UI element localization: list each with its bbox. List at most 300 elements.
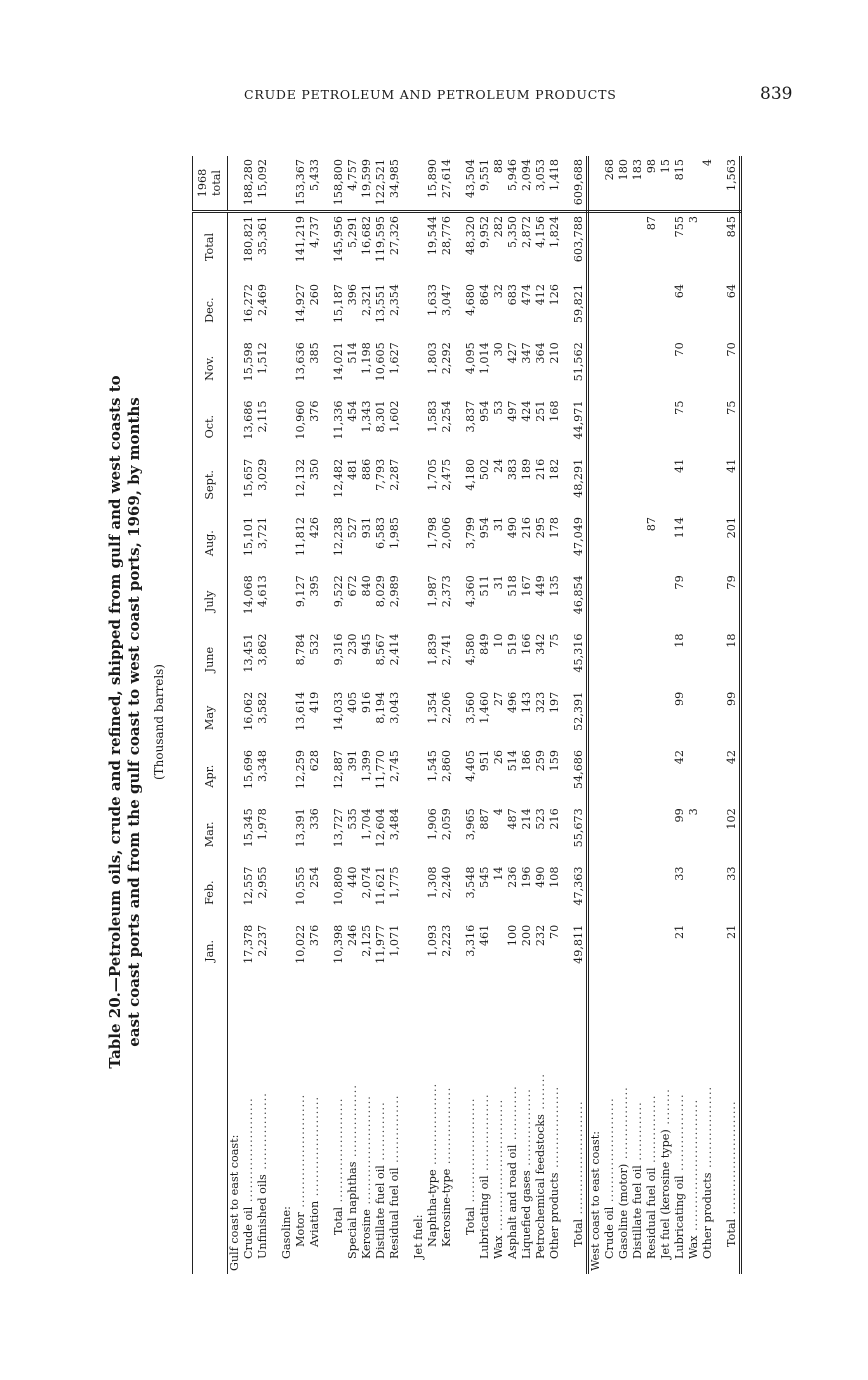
data-cell: 10,960 [294,400,307,440]
data-cell: 259 [534,750,547,772]
data-cell [715,689,725,747]
data-cell [631,456,645,514]
data-cell: 951 [478,750,491,772]
data-cell [631,689,645,747]
data-cell: 49,811 [572,922,588,980]
data-cell: 3,799 [464,517,477,550]
data-cell [228,398,243,456]
data-cell: 11,812 [294,517,307,557]
data-cell [322,922,332,980]
row-label [506,980,520,1274]
data-cell [280,864,294,922]
data-cell [617,572,631,630]
row-label [715,980,725,1274]
data-cell: 10,605 [374,342,387,382]
leader-dots: ............... [388,1094,401,1168]
data-cell [715,514,725,572]
data-cell [631,572,645,630]
data-cell: 2,059 [440,808,453,841]
data-cell: 2,321 [360,284,373,317]
data-cell [617,339,631,397]
data-cell: 11,336 [332,400,345,440]
data-cell: 18 [725,631,741,689]
table-row [294,156,308,1274]
data-cell: 931 [360,517,373,539]
data-cell: 426 [308,517,321,539]
data-cell [687,339,701,397]
data-cell: 481 [346,458,359,481]
data-cell [454,156,464,212]
data-cell: 2,223 [440,924,453,957]
data-cell [701,456,715,514]
data-cell [454,689,464,747]
table-row [645,156,659,1274]
leader-dots: ............. [631,1101,644,1166]
data-cell: 2,414 [388,633,401,666]
data-cell [454,922,464,980]
data-cell: 3,043 [388,691,401,724]
data-cell: 5,350 [506,212,520,282]
data-cell: 183 [631,159,644,181]
data-cell: 254 [308,866,321,888]
table-title-line1: Table 20.—Petroleum oils, crude and refined, shipped from gulf and west coasts to [106,375,124,1069]
data-cell: 196 [520,866,533,888]
data-cell [228,212,243,282]
data-cell [228,631,243,689]
row-label [673,980,687,1274]
data-cell [228,281,243,339]
column-header: Aug. [193,514,228,572]
data-cell [270,514,280,572]
data-cell [588,805,604,863]
data-cell [659,864,673,922]
data-cell [603,747,617,805]
data-cell: 2,475 [440,458,453,491]
data-cell [280,398,294,456]
data-cell: 75 [548,633,561,648]
data-cell: 1,839 [426,633,439,666]
leader-dots: ................. [256,1092,269,1175]
column-header: 1968 total [193,156,228,212]
data-cell: 440 [346,866,359,888]
data-cell: 2,292 [440,342,453,375]
data-cell: 178 [548,517,561,539]
data-cell [412,281,426,339]
data-cell: 14,927 [294,284,307,324]
data-cell: 15 [659,159,672,174]
data-cell: 3,047 [440,284,453,317]
row-label-text: Asphalt and road oil [506,1144,519,1259]
row-label [332,980,346,1274]
data-cell [562,456,572,514]
table-row [534,156,548,1274]
row-label [492,980,506,1274]
leader-dots: .................. [548,1085,561,1173]
data-cell: 4,757 [346,159,359,192]
leader-dots: ................. [478,1093,491,1176]
data-cell: 391 [346,750,359,772]
data-cell: 2,206 [440,691,453,724]
data-cell: 180 [617,159,630,181]
table-body [228,156,741,1274]
data-cell [631,922,645,980]
data-cell [322,281,332,339]
data-cell: 396 [346,284,359,306]
data-cell [588,631,604,689]
data-cell: 12,259 [294,750,307,790]
data-cell [402,689,412,747]
data-cell: 13,686 [242,400,255,440]
data-cell [701,281,715,339]
data-cell [270,689,280,747]
data-cell [631,281,645,339]
data-cell: 886 [360,458,373,481]
data-cell [687,864,701,922]
row-label-text: Naphtha-type [426,1169,439,1247]
data-cell: 9,127 [294,575,307,608]
data-cell: 8,194 [374,691,387,724]
data-cell [645,398,659,456]
data-cell: 9,952 [478,212,492,282]
data-cell: 70 [673,342,686,357]
data-cell [412,212,426,282]
data-cell: 490 [534,866,547,888]
data-cell: 216 [548,808,561,830]
data-cell [687,514,701,572]
data-cell: 282 [492,212,506,282]
data-cell [617,456,631,514]
table-caption [104,122,166,1322]
data-cell [402,339,412,397]
row-label-text: Kerosine-type [440,1168,453,1247]
data-cell: 210 [548,342,561,364]
data-cell: 186 [520,750,533,772]
table-row [687,156,701,1274]
data-cell [631,805,645,863]
data-cell: 511 [478,575,491,597]
data-cell [617,514,631,572]
data-cell [322,456,332,514]
data-cell [270,572,280,630]
data-cell: 46,854 [572,572,588,630]
data-cell: 12,238 [332,517,345,557]
data-cell [603,281,617,339]
data-cell: 295 [534,517,547,539]
data-cell: 236 [506,866,519,888]
data-cell: 2,872 [520,212,534,282]
data-cell [715,922,725,980]
row-label-text: Distillate fuel oil [631,1165,644,1259]
data-cell [270,864,280,922]
data-cell: 395 [308,575,321,597]
data-cell: 385 [308,342,321,364]
data-cell: 2,469 [256,284,269,317]
row-label [617,980,631,1274]
data-cell: 3,582 [256,691,269,724]
data-cell: 11,770 [374,750,387,790]
data-cell [617,922,631,980]
table-row [478,156,492,1274]
column-header: Nov. [193,339,228,397]
row-label [426,980,440,1274]
data-cell: 461 [478,924,491,947]
row-label [242,980,256,1274]
table-row [374,156,388,1274]
data-cell: 4,680 [464,284,477,317]
data-cell [412,156,426,212]
data-cell [270,922,280,980]
data-cell: 17,378 [242,924,255,964]
data-cell: 840 [360,575,373,597]
row-label-text: Gulf coast to east coast: [228,1134,241,1271]
data-cell: 3,965 [464,808,477,841]
row-label [520,980,534,1274]
row-label [346,980,360,1274]
row-label-text: Special naphthas [346,1161,359,1259]
data-cell: 153,367 [294,159,307,206]
row-label [645,980,659,1274]
spacer-row [322,156,332,1274]
data-cell [454,747,464,805]
data-cell [588,339,604,397]
data-cell: 2,240 [440,866,453,899]
data-cell: 268 [603,159,616,181]
data-cell [645,456,659,514]
leader-dots: ................ [346,1084,359,1162]
data-cell [562,805,572,863]
data-cell: 1,354 [426,691,439,724]
data-cell: 135 [548,575,561,597]
spacer-row [270,156,280,1274]
row-label [725,980,741,1274]
data-cell [454,572,464,630]
data-cell: 54,686 [572,747,588,805]
data-cell [402,398,412,456]
data-cell [270,398,280,456]
data-cell [402,864,412,922]
table-row [548,156,562,1274]
data-cell [715,212,725,282]
data-cell [412,805,426,863]
leader-dots: ................ [617,1086,630,1164]
data-cell: 216 [520,517,533,539]
row-label-text: Total [332,1206,345,1235]
data-cell: 3,862 [256,633,269,666]
row-label [478,980,492,1274]
data-cell: 70 [548,924,561,939]
data-cell: 52,391 [572,689,588,747]
data-cell: 51,562 [572,339,588,397]
data-cell [280,339,294,397]
data-cell: 180,821 [242,212,256,282]
data-cell: 3 [687,808,700,816]
data-cell [701,631,715,689]
data-cell: 35,361 [256,212,270,282]
table-row [332,156,346,1274]
data-cell [645,864,659,922]
data-cell: 42 [725,747,741,805]
data-cell [270,212,280,282]
data-cell [562,572,572,630]
spacer-row [454,156,464,1274]
data-cell: 1,308 [426,866,439,899]
data-cell: 1,014 [478,342,491,375]
table-row [631,156,645,1274]
data-cell [280,156,294,212]
column-header: Jan. [193,922,228,980]
data-cell: 100 [506,924,519,947]
data-cell: 1,198 [360,342,373,375]
data-cell: 251 [534,400,547,422]
row-label [360,980,374,1274]
column-header: Feb. [193,864,228,922]
data-cell: 19,599 [360,159,373,199]
table-row [228,156,243,1274]
data-cell [322,156,332,212]
data-cell [228,922,243,980]
data-cell [402,631,412,689]
row-label [562,980,572,1274]
data-cell [562,398,572,456]
data-cell: 26 [492,750,505,765]
row-label-text: Aviation [308,1200,321,1247]
column-header: June [193,631,228,689]
leader-dots: ......................... [725,1100,738,1219]
leader-dots: ............ [506,1085,519,1145]
data-cell: 13,727 [332,808,345,848]
data-cell: 200 [520,924,533,947]
table-row [659,156,673,1274]
data-cell: 3,348 [256,750,269,783]
data-cell: 2,094 [520,159,533,192]
data-cell [715,805,725,863]
data-cell: 4,580 [464,633,477,666]
data-cell: 141,219 [294,212,308,282]
data-cell [412,572,426,630]
data-cell [631,631,645,689]
data-cell: 16,062 [242,691,255,731]
data-cell: 8,784 [294,633,307,666]
data-cell [659,631,673,689]
data-cell: 490 [506,517,519,539]
data-cell [280,631,294,689]
data-cell: 98 [645,159,658,174]
row-label [308,980,322,1274]
row-label-text: Lubricating oil [673,1175,686,1259]
row-label [572,980,588,1274]
row-label [454,980,464,1274]
data-cell [280,456,294,514]
table-row [346,156,360,1274]
data-cell [701,689,715,747]
data-cell [588,864,604,922]
data-cell: 216 [534,458,547,481]
data-cell: 27,326 [388,212,402,282]
data-cell [715,631,725,689]
data-cell [588,398,604,456]
leader-dots: ........ [534,1073,547,1115]
data-cell: 13,451 [242,633,255,673]
leader-dots: ............... [645,1094,658,1168]
data-cell [659,514,673,572]
data-cell: 864 [478,284,491,306]
data-cell: 145,956 [332,212,346,282]
row-label [256,980,270,1274]
data-cell [412,864,426,922]
data-cell: 350 [308,458,321,481]
row-label-text: Other products [548,1172,561,1259]
data-cell: 336 [308,808,321,830]
data-cell [631,398,645,456]
data-cell: 48,291 [572,456,588,514]
row-label [659,980,673,1274]
data-cell: 21 [673,924,686,939]
data-cell [280,805,294,863]
leader-dots: ......................... [294,1093,307,1213]
data-cell: 4 [701,159,714,167]
data-cell: 519 [506,633,519,655]
data-cell [659,456,673,514]
data-cell: 2,237 [256,924,269,957]
row-label [270,980,280,1274]
data-cell: 497 [506,400,519,422]
data-cell: 383 [506,458,519,481]
data-cell: 1,627 [388,342,401,375]
data-cell: 755 [673,212,687,282]
data-cell [562,212,572,282]
data-cell [412,514,426,572]
data-cell: 1,906 [426,808,439,841]
table-row [388,156,402,1274]
data-cell [562,922,572,980]
data-cell: 1,803 [426,342,439,375]
data-cell: 2,860 [440,750,453,783]
data-cell [228,805,243,863]
data-cell: 102 [725,805,741,863]
data-cell: 2,955 [256,866,269,899]
column-header: May [193,689,228,747]
data-cell [603,212,617,282]
data-cell: 14,021 [332,342,345,382]
data-cell: 24 [492,458,505,473]
data-cell: 5,433 [308,159,321,192]
data-cell [454,212,464,282]
data-cell: 15,890 [426,159,439,199]
table-row [492,156,506,1274]
row-label-text: Residual fuel oil [388,1167,401,1259]
data-cell: 197 [548,691,561,714]
data-cell: 10,555 [294,866,307,906]
data-cell: 815 [673,159,686,181]
data-cell [603,631,617,689]
row-label [228,980,243,1274]
data-cell: 232 [534,924,547,947]
data-cell [228,156,243,212]
data-cell: 260 [308,284,321,306]
data-cell: 33 [673,866,686,881]
data-cell [715,156,725,212]
data-cell [715,398,725,456]
row-label [631,980,645,1274]
data-cell: 419 [308,691,321,714]
data-cell: 59,821 [572,281,588,339]
row-label [534,980,548,1274]
data-cell [659,212,673,282]
data-cell: 945 [360,633,373,655]
data-cell [402,212,412,282]
data-cell: 11,621 [374,866,387,906]
data-cell: 609,688 [572,156,588,212]
